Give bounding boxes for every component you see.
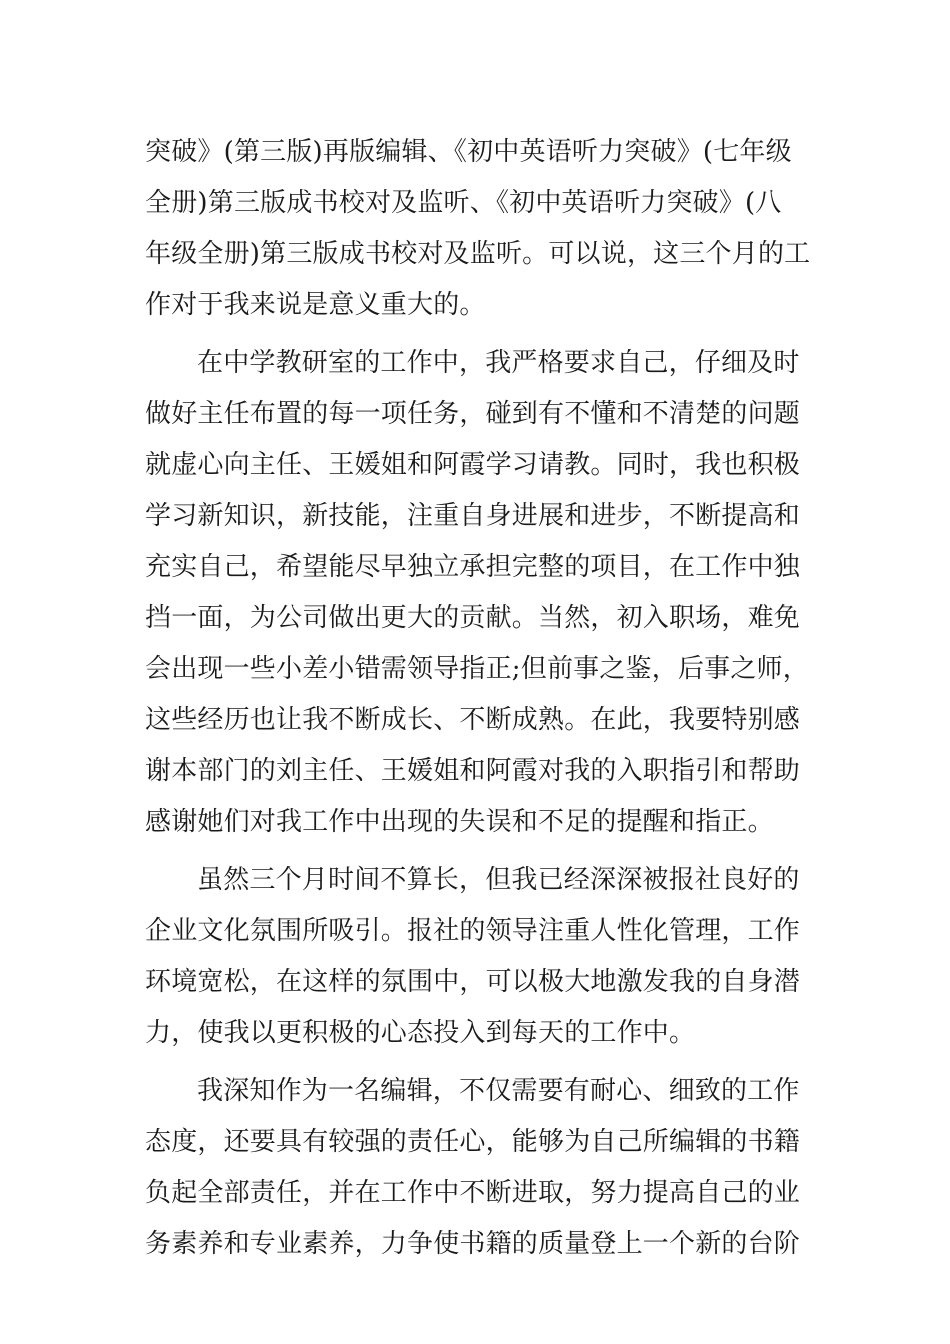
paragraph-gap — [145, 848, 810, 855]
text-line: 力，使我以更积极的心态投入到每天的工作中。 — [145, 1018, 696, 1048]
text-line: 做好主任布置的每一项任务，碰到有不懂和不清楚的问题 — [145, 399, 801, 429]
paragraph-2 — [145, 338, 810, 848]
paragraph-3 — [145, 855, 810, 1059]
text-line: 突破》(第三版)再版编辑、《初中英语听力突破》(七年级 — [145, 137, 792, 167]
paragraph-1 — [145, 127, 810, 331]
text-line: 感谢她们对我工作中出现的失误和不足的提醒和指正。 — [145, 807, 774, 837]
paragraph-gap — [145, 331, 810, 338]
text-line: 我深知作为一名编辑，不仅需要有耐心、细致的工作 — [197, 1076, 800, 1106]
text-line: 谢本部门的刘主任、王媛姐和阿霞对我的入职指引和帮助 — [145, 756, 801, 786]
document-body — [145, 127, 810, 1270]
text-line: 年级全册)第三版成书校对及监听。可以说，这三个月的工 — [145, 239, 811, 269]
text-line: 学习新知识，新技能，注重自身进展和进步，不断提高和 — [145, 501, 801, 531]
paragraph-4 — [145, 1066, 810, 1270]
text-line: 企业文化氛围所吸引。报社的领导注重人性化管理，工作 — [145, 916, 801, 946]
text-line: 负起全部责任，并在工作中不断进取，努力提高自己的业 — [145, 1178, 801, 1208]
text-line: 全册)第三版成书校对及监听、《初中英语听力突破》(八 — [145, 188, 782, 218]
text-line: 就虚心向主任、王媛姐和阿霞学习请教。同时，我也积极 — [145, 450, 801, 480]
paragraph-gap — [145, 1059, 810, 1066]
text-line: 环境宽松，在这样的氛围中，可以极大地激发我的自身潜 — [145, 967, 801, 997]
text-line: 挡一面，为公司做出更大的贡献。当然，初入职场，难免 — [145, 603, 801, 633]
text-line: 务素养和专业素养，力争使书籍的质量登上一个新的台阶 — [145, 1229, 801, 1259]
text-line: 这些经历也让我不断成长、不断成熟。在此，我要特别感 — [145, 705, 801, 735]
text-line: 在中学教研室的工作中，我严格要求自己，仔细及时 — [197, 348, 800, 378]
text-line: 会出现一些小差小错需领导指正;但前事之鉴，后事之师， — [145, 654, 809, 684]
text-line: 作对于我来说是意义重大的。 — [145, 290, 486, 320]
text-line: 充实自己，希望能尽早独立承担完整的项目，在工作中独 — [145, 552, 801, 582]
text-line: 虽然三个月时间不算长，但我已经深深被报社良好的 — [197, 865, 800, 895]
text-line: 态度，还要具有较强的责任心，能够为自己所编辑的书籍 — [145, 1127, 801, 1157]
